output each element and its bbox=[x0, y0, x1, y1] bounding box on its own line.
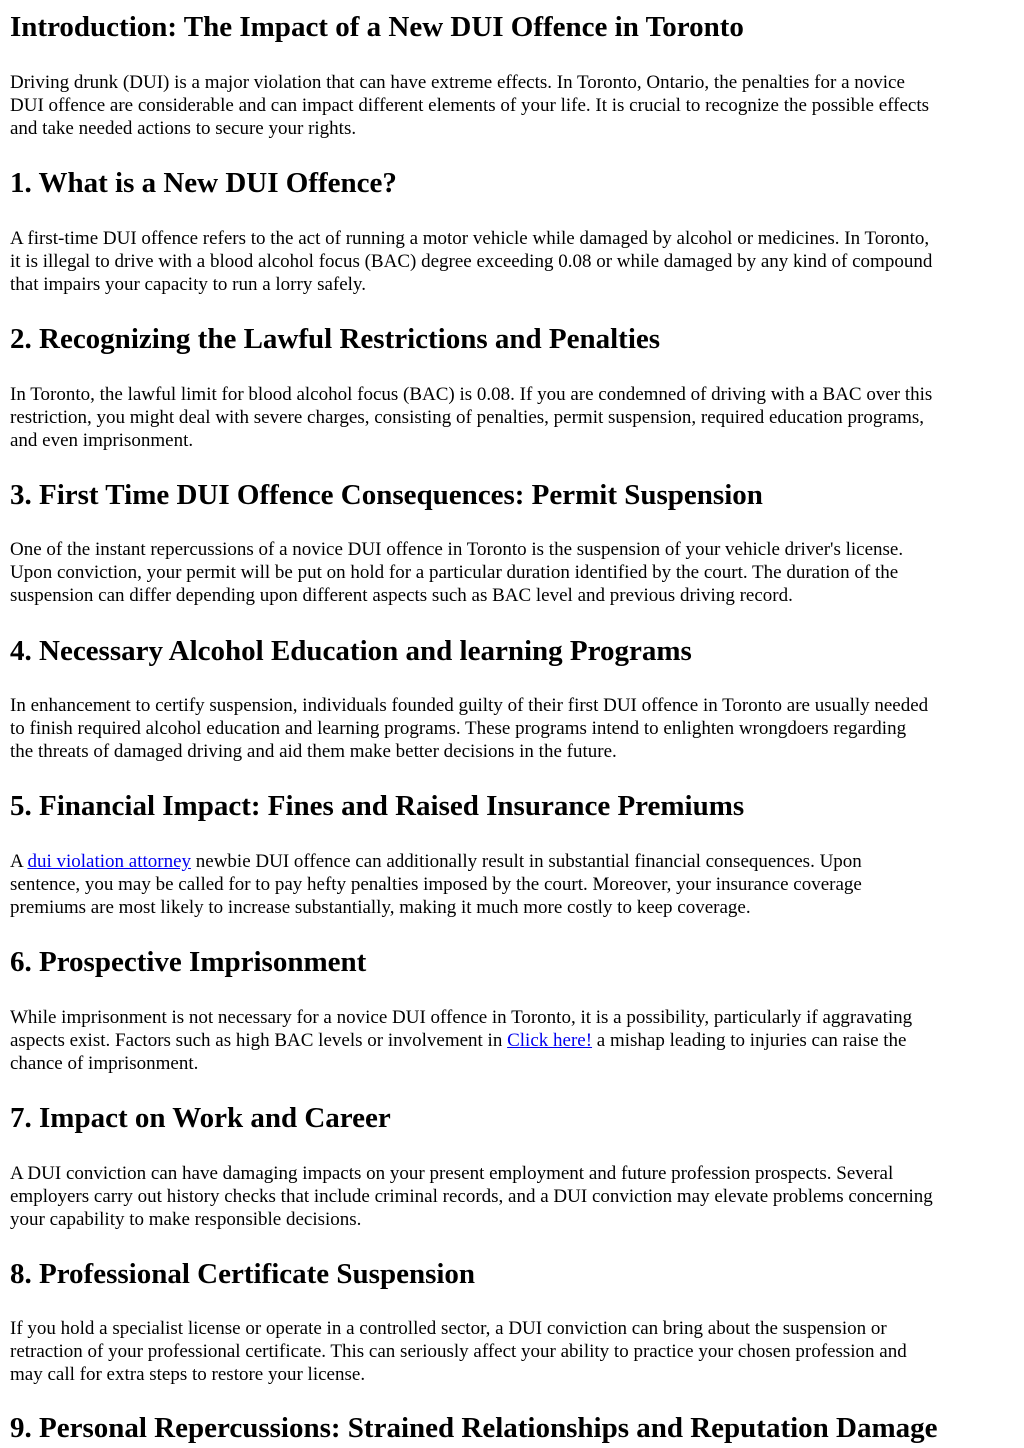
section-heading-7: 7. Impact on Work and Career bbox=[10, 1102, 391, 1134]
paragraph-line: restriction, you might deal with severe charges, consisting of penalties, permit suspension, required education programs, bbox=[10, 407, 925, 428]
section-paragraph-5 bbox=[10, 850, 1020, 919]
section-heading-2: 2. Recognizing the Lawful Restrictions and Penalties bbox=[10, 323, 661, 355]
intro-line: DUI offence are considerable and can impact different elements of your life. It is crucial to recognize the possible effects bbox=[10, 95, 930, 116]
paragraph-line: A DUI conviction can have damaging impacts on your present employment and future profession prospects. Several bbox=[10, 1163, 894, 1184]
section-paragraph-6 bbox=[10, 1006, 1020, 1075]
paragraph-line: Upon conviction, your permit will be put on hold for a particular duration identified by the court. The duration of the bbox=[10, 562, 899, 583]
text-fragment: A bbox=[10, 851, 28, 872]
section-heading-5: 5. Financial Impact: Fines and Raised Insurance Premiums bbox=[10, 790, 745, 822]
section-paragraph-7 bbox=[10, 1162, 1020, 1231]
section-paragraph-1 bbox=[10, 227, 1020, 296]
section-heading-9: 9. Personal Repercussions: Strained Relationships and Reputation Damage bbox=[10, 1412, 938, 1444]
page-title: Introduction: The Impact of a New DUI Offence in Toronto bbox=[10, 11, 744, 43]
section-heading-6: 6. Prospective Imprisonment bbox=[10, 946, 367, 978]
paragraph-line: sentence, you may be called for to pay hefty penalties imposed by the court. Moreover, your insurance coverage bbox=[10, 874, 862, 895]
intro-line: Driving drunk (DUI) is a major violation that can have extreme effects. In Toronto, Ontario, the penalties for a novice bbox=[10, 72, 905, 93]
paragraph-line: the threats of damaged driving and aid them make better decisions in the future. bbox=[10, 741, 617, 762]
text-fragment: newbie DUI offence can additionally result in substantial financial consequences. Upon bbox=[191, 851, 862, 872]
paragraph-line: that impairs your capacity to run a lorry safely. bbox=[10, 274, 366, 295]
section-paragraph-3 bbox=[10, 538, 1020, 607]
paragraph-line: premiums are most likely to increase substantially, making it much more costly to keep coverage. bbox=[10, 897, 751, 918]
section-paragraph-8 bbox=[10, 1317, 1020, 1386]
intro-paragraph bbox=[10, 71, 1020, 140]
paragraph-line: it is illegal to drive with a blood alcohol focus (BAC) degree exceeding 0.08 or while damaged by any kind of compound bbox=[10, 251, 933, 272]
click-here-link[interactable]: Click here! bbox=[507, 1030, 593, 1051]
paragraph-line: and even imprisonment. bbox=[10, 430, 194, 451]
section-paragraph-4 bbox=[10, 694, 1020, 763]
dui-attorney-link[interactable]: dui violation attorney bbox=[27, 851, 192, 872]
paragraph-line: to finish required alcohol education and learning programs. These programs intend to enlighten wrongdoers regarding bbox=[10, 718, 907, 739]
paragraph-line: While imprisonment is not necessary for a novice DUI offence in Toronto, it is a possibility, particularly if aggravating bbox=[10, 1007, 913, 1028]
paragraph-line bbox=[10, 850, 1020, 873]
paragraph-line: One of the instant repercussions of a novice DUI offence in Toronto is the suspension of your vehicle driver's license. bbox=[10, 539, 904, 560]
paragraph-line: In enhancement to certify suspension, individuals founded guilty of their first DUI offence in Toronto are usually needed bbox=[10, 695, 929, 716]
paragraph-line: A first-time DUI offence refers to the act of running a motor vehicle while damaged by alcohol or medicines. In Toronto, bbox=[10, 228, 930, 249]
paragraph-line bbox=[10, 1029, 1020, 1052]
text-fragment: aspects exist. Factors such as high BAC levels or involvement in bbox=[10, 1030, 508, 1051]
section-heading-8: 8. Professional Certificate Suspension bbox=[10, 1258, 476, 1290]
paragraph-line: If you hold a specialist license or operate in a controlled sector, a DUI conviction can bring about the suspension or bbox=[10, 1318, 887, 1339]
paragraph-line: employers carry out history checks that include criminal records, and a DUI conviction may elevate problems concerning bbox=[10, 1186, 933, 1207]
paragraph-line: your capability to make responsible decisions. bbox=[10, 1209, 362, 1230]
text-fragment: a mishap leading to injuries can raise the bbox=[592, 1030, 907, 1051]
section-paragraph-2 bbox=[10, 383, 1020, 452]
paragraph-line: chance of imprisonment. bbox=[10, 1053, 199, 1074]
section-heading-1: 1. What is a New DUI Offence? bbox=[10, 167, 397, 199]
paragraph-line: may call for extra steps to restore your license. bbox=[10, 1364, 366, 1385]
paragraph-line: retraction of your professional certificate. This can seriously affect your ability to practice your chosen profession and bbox=[10, 1341, 907, 1362]
intro-line: and take needed actions to secure your rights. bbox=[10, 118, 357, 139]
section-heading-3: 3. First Time DUI Offence Consequences: Permit Suspension bbox=[10, 479, 763, 511]
paragraph-line: In Toronto, the lawful limit for blood alcohol focus (BAC) is 0.08. If you are condemned of driving with a BAC over this bbox=[10, 384, 933, 405]
section-heading-4: 4. Necessary Alcohol Education and learning Programs bbox=[10, 635, 692, 667]
paragraph-line: suspension can differ depending upon different aspects such as BAC level and previous driving record. bbox=[10, 585, 793, 606]
